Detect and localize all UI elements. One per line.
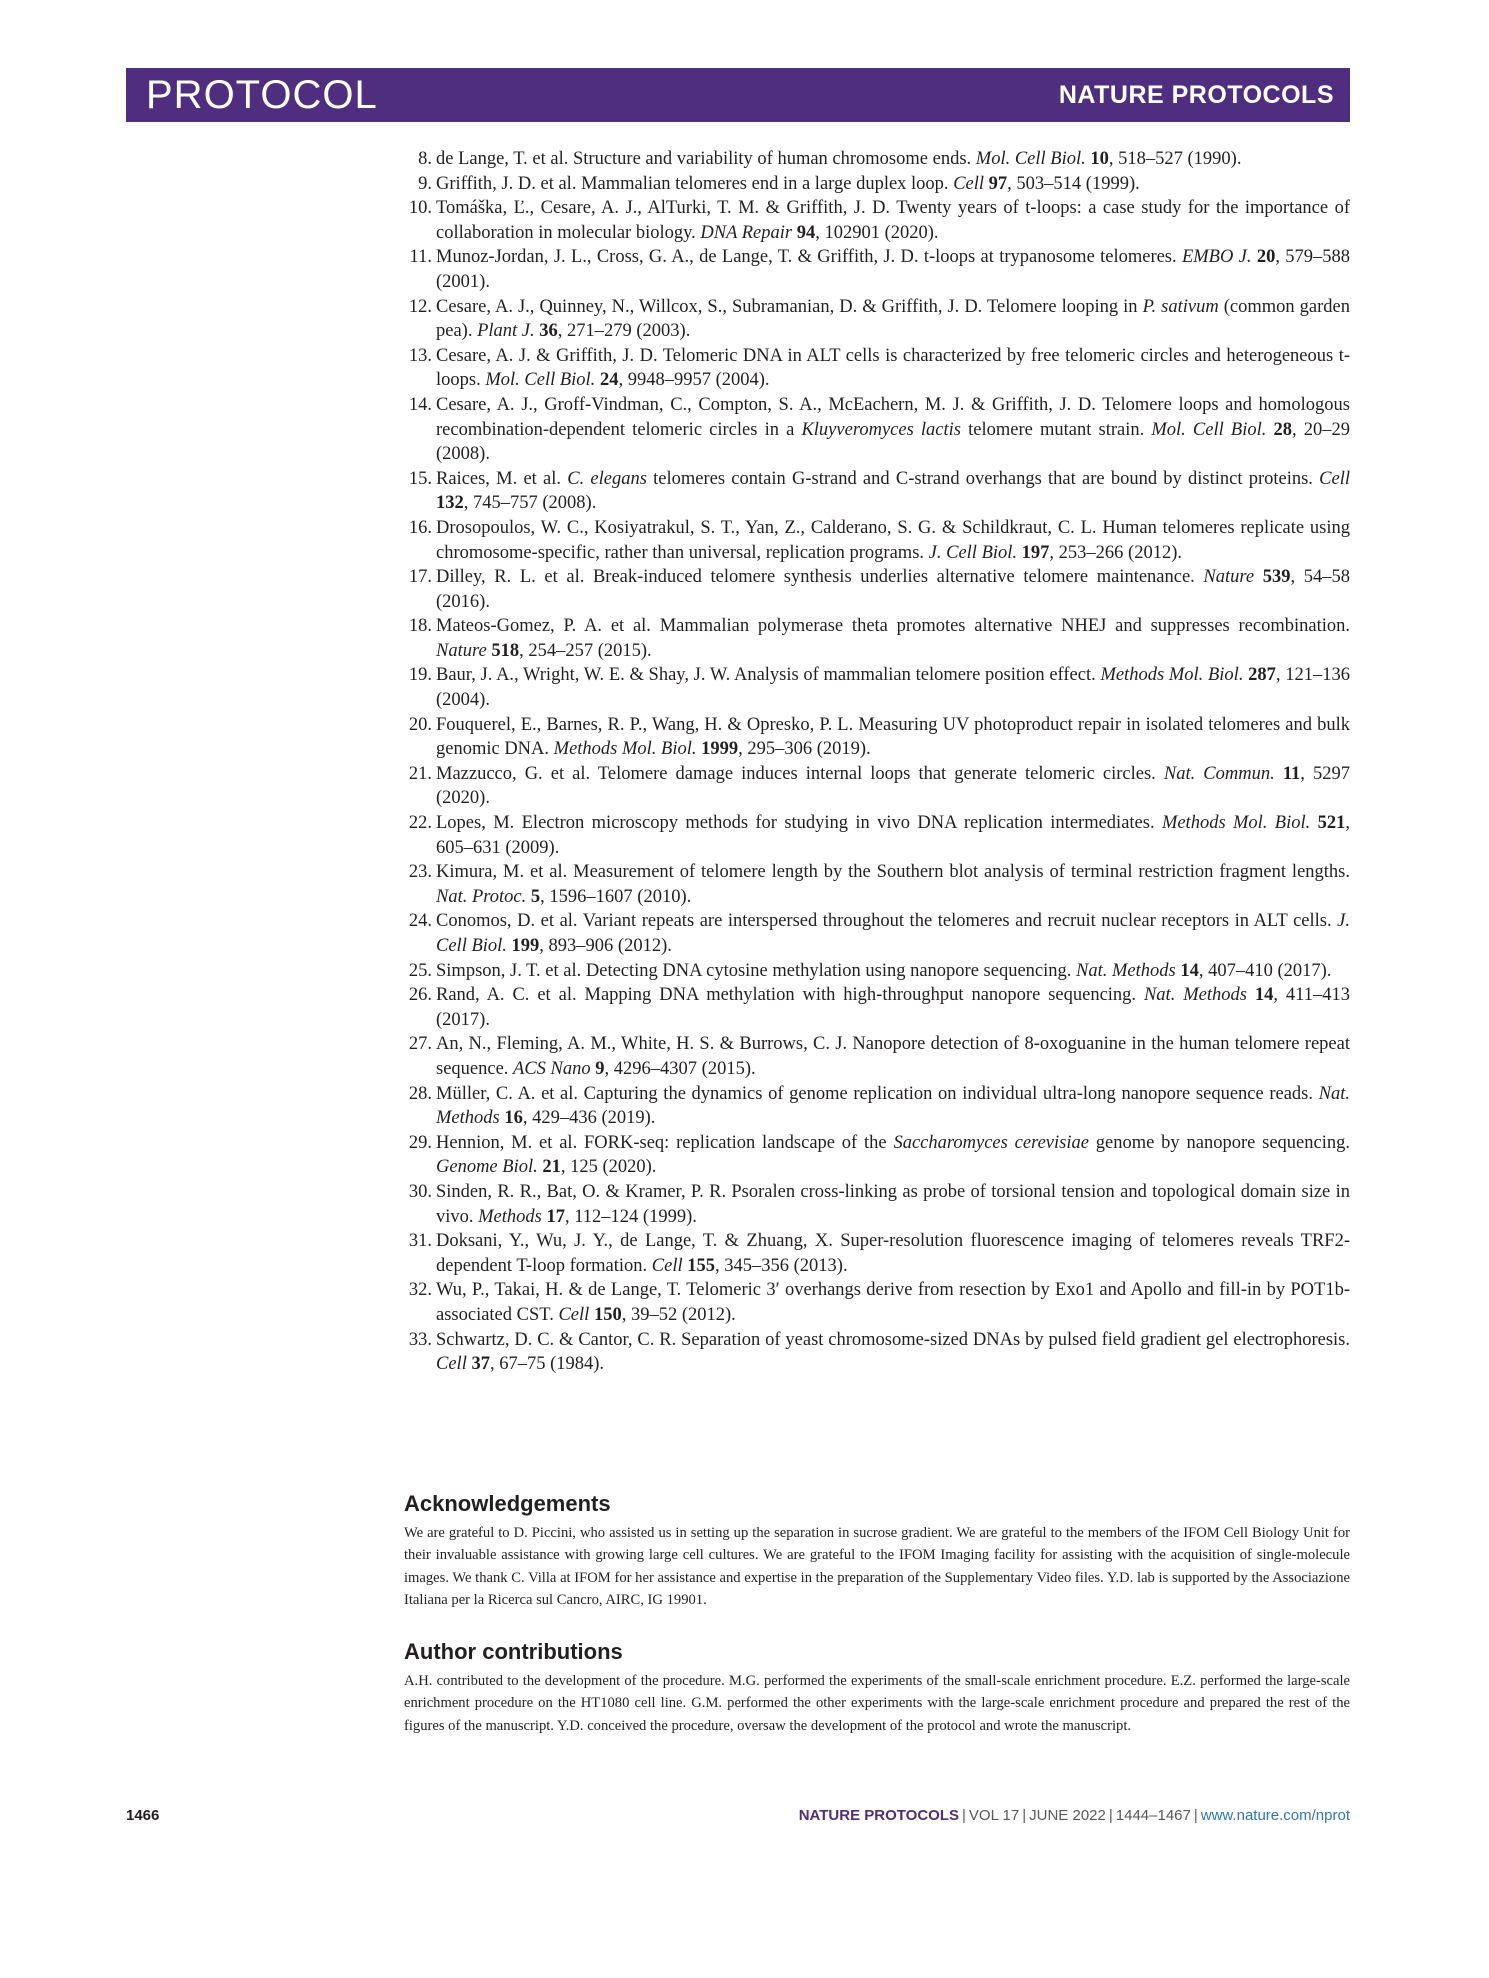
reference-volume: 28 <box>1273 419 1292 440</box>
reference-number: 18. <box>408 616 432 637</box>
reference-volume: 14 <box>1254 985 1274 1006</box>
reference-item <box>404 565 1350 614</box>
reference-volume: 21 <box>542 1157 561 1178</box>
reference-volume: 94 <box>796 222 816 243</box>
reference-text: Baur, J. A., Wright, W. E. & Shay, J. W. Analysis of mammalian telomere position effect. <box>436 665 1101 686</box>
journal-label: NATURE PROTOCOLS <box>1058 81 1334 109</box>
acknowledgements-section <box>404 1490 1350 1612</box>
reference-text: Hennion, M. et al. FORK-seq: replication landscape of the <box>436 1132 894 1153</box>
reference-volume: 197 <box>1021 542 1050 563</box>
reference-text: Conomos, D. et al. Variant repeats are interspersed throughout the telomeres and recruit nuclear receptors in ALT cells. <box>436 911 1338 932</box>
reference-number: 16. <box>408 517 432 538</box>
reference-text: , 5297 (2020). <box>436 763 1350 809</box>
reference-volume: 11 <box>1282 763 1301 784</box>
reference-item <box>404 959 1350 984</box>
acknowledgements-heading: Acknowledgements <box>404 1491 611 1516</box>
reference-item <box>404 663 1350 712</box>
reference-item <box>404 614 1350 663</box>
reference-text: , 121–136 (2004). <box>436 665 1351 711</box>
reference-text: de Lange, T. et al. Structure and variability of human chromosome ends. <box>436 149 976 169</box>
reference-volume: 1999 <box>701 739 739 760</box>
reference-text: Müller, C. A. et al. Capturing the dynamics of genome replication on individual ultra-long nanopore sequence reads. <box>436 1083 1319 1104</box>
author-contributions-section <box>404 1638 1350 1737</box>
reference-text: Simpson, J. T. et al. Detecting DNA cytosine methylation using nanopore sequencing. <box>436 960 1077 981</box>
reference-number: 11. <box>409 247 432 268</box>
reference-journal: Nat. Commun. <box>1163 763 1275 784</box>
reference-volume: 9 <box>595 1058 605 1079</box>
reference-item <box>404 196 1350 245</box>
reference-text <box>1275 764 1283 784</box>
separator: | <box>1108 1807 1113 1824</box>
reference-volume: 539 <box>1262 567 1291 588</box>
reference-number: 29. <box>408 1132 432 1153</box>
reference-text: Munoz-Jordan, J. L., Cross, G. A., de Lange, T. & Griffith, J. D. t-loops at trypanosome telomeres. <box>436 247 1182 268</box>
reference-text: Dilley, R. L. et al. Break-induced telomere synthesis underlies alternative telomere maintenance. <box>436 567 1204 588</box>
reference-journal: Cell <box>1319 468 1350 489</box>
reference-text: , 20–29 (2008). <box>436 419 1351 465</box>
reference-text <box>1254 567 1263 587</box>
reference-journal: P. sativum <box>1142 296 1219 317</box>
reference-journal: Saccharomyces cerevisiae <box>893 1132 1089 1153</box>
reference-text <box>1310 813 1317 833</box>
reference-journal: Nat. Protoc. <box>436 886 527 907</box>
reference-text: telomeres contain G-strand and C-strand overhangs that are bound by distinct proteins. <box>646 468 1320 489</box>
reference-item <box>404 1131 1350 1180</box>
reference-item <box>404 762 1350 811</box>
separator: | <box>1022 1807 1027 1824</box>
reference-number: 10. <box>408 198 432 219</box>
reference-journal: Kluyveromyces lactis <box>801 419 961 440</box>
reference-journal: Mol. Cell Biol. <box>485 370 596 391</box>
reference-journal: Cell <box>436 1354 467 1375</box>
reference-journal: DNA Repair <box>700 222 793 243</box>
reference-text <box>1266 420 1273 440</box>
reference-journal: Nat. Methods <box>1143 985 1247 1006</box>
reference-item <box>404 811 1350 860</box>
reference-text <box>1247 985 1255 1005</box>
reference-text: Mazzucco, G. et al. Telomere damage induces internal loops that generate telomeric circles. <box>436 763 1164 784</box>
reference-text: , 579–588 (2001). <box>436 247 1351 292</box>
footer-pages: 1444–1467 <box>1115 1807 1191 1824</box>
reference-item <box>404 147 1350 172</box>
reference-journal: Nature <box>1203 567 1255 588</box>
reference-journal: Mol. Cell Biol. <box>975 149 1086 169</box>
reference-number: 20. <box>408 714 432 735</box>
reference-item <box>404 393 1350 467</box>
reference-item <box>404 1032 1350 1081</box>
header-banner <box>126 68 1350 122</box>
reference-number: 22. <box>408 813 432 834</box>
reference-journal: Methods <box>478 1206 542 1227</box>
journal-citation <box>799 1807 1350 1824</box>
reference-text: , 295–306 (2019). <box>738 739 871 760</box>
reference-text: Kimura, M. et al. Measurement of telomere length by the Southern blot analysis of terminal restriction fragment lengths. <box>436 862 1350 883</box>
reference-number: 32. <box>408 1280 432 1301</box>
reference-number: 31. <box>408 1231 432 1252</box>
reference-journal: Mol. Cell Biol. <box>1151 419 1267 440</box>
reference-text: , 9948–9957 (2004). <box>618 370 770 391</box>
reference-text: Griffith, J. D. et al. Mammalian telomeres end in a large duplex loop. <box>436 173 954 194</box>
reference-text: Raices, M. et al. <box>436 468 568 489</box>
reference-number: 26. <box>408 985 432 1006</box>
reference-volume: 287 <box>1248 665 1276 686</box>
reference-text: , 503–514 (1999). <box>1007 173 1140 194</box>
reference-number: 21. <box>408 763 432 784</box>
reference-item <box>404 516 1350 565</box>
reference-journal: Cell <box>558 1304 590 1325</box>
reference-text: An, N., Fleming, A. M., White, H. S. & Burrows, C. J. Nanopore detection of 8-oxoguanine in the human telomere repeat sequence. <box>436 1034 1350 1079</box>
reference-volume: 132 <box>436 493 464 514</box>
reference-text: Wu, P., Takai, H. & de Lange, T. Telomeric 3′ overhangs derive from resection by Exo1 and Apollo and fill-in by POT1b-associated CST. <box>436 1280 1350 1325</box>
reference-volume: 17 <box>546 1206 565 1227</box>
separator: | <box>962 1807 966 1824</box>
reference-text: , 54–58 (2016). <box>436 567 1351 612</box>
reference-number: 28. <box>408 1083 432 1104</box>
reference-item <box>404 245 1350 294</box>
reference-volume: 20 <box>1256 247 1276 268</box>
reference-item <box>404 860 1350 909</box>
reference-journal: J. Cell Biol. <box>928 542 1018 563</box>
footer-date: JUNE 2022 <box>1029 1807 1106 1824</box>
reference-text: (common garden pea). <box>436 296 1350 342</box>
reference-number: 30. <box>408 1181 432 1202</box>
reference-text: Lopes, M. Electron microscopy methods for studying in vivo DNA replication intermediates. <box>436 813 1162 834</box>
reference-journal: Methods Mol. Biol. <box>1100 665 1244 686</box>
reference-journal: Cell <box>651 1255 683 1276</box>
reference-journal: Methods Mol. Biol. <box>553 739 697 760</box>
reference-text: , 1596–1607 (2010). <box>540 886 692 907</box>
reference-text: Doksani, Y., Wu, J. Y., de Lange, T. & Zhuang, X. Super-resolution fluorescence imaging of telomeres reveals TRF2-dependent T-loop formation. <box>436 1231 1350 1276</box>
reference-text: Cesare, A. J. & Griffith, J. D. Telomeric DNA in ALT cells is characterized by free telomeric circles and heterogeneous t-loops. <box>436 345 1350 391</box>
reference-number: 23. <box>408 862 432 883</box>
reference-item <box>404 295 1350 344</box>
footer-url-link[interactable]: www.nature.com/nprot <box>1200 1807 1350 1824</box>
reference-text: , 411–413 (2017). <box>436 985 1350 1030</box>
acknowledgements-body: We are grateful to D. Piccini, who assisted us in setting up the separation in sucrose gradient. We are grateful to the members of the IFOM Cell Biology Unit for their invaluable assistance with growing large cell cultures. We are grateful to the IFOM Imaging facility for assisting with the acquisition of single-molecule images. We thank C. Villa at IFOM for her assistance and expertise in the preparation of the Supplementary Video files. Y.D. lab is supported by the Associazione Italiana per la Ricerca sul Cancro, AIRC, IG 19901. <box>404 1525 1350 1609</box>
reference-text: Rand, A. C. et al. Mapping DNA methylation with high-throughput nanopore sequencing. <box>436 985 1144 1006</box>
reference-number: 9. <box>418 173 432 194</box>
reference-journal: Plant J. <box>477 321 535 342</box>
separator: | <box>1193 1807 1198 1824</box>
reference-volume: 24 <box>599 370 619 391</box>
reference-item <box>404 1328 1350 1377</box>
reference-journal: C. elegans <box>567 468 647 489</box>
reference-text: , 39–52 (2012). <box>621 1304 736 1325</box>
reference-text: , 254–257 (2015). <box>519 640 652 661</box>
reference-volume: 10 <box>1090 149 1109 169</box>
reference-item <box>404 713 1350 762</box>
reference-volume: 199 <box>511 936 540 956</box>
reference-number: 17. <box>408 567 432 588</box>
reference-number: 33. <box>408 1329 432 1350</box>
reference-journal: Nat. Methods <box>1076 960 1176 981</box>
reference-text: Cesare, A. J., Quinney, N., Willcox, S., Subramanian, D. & Griffith, J. D. Telomere looping in <box>436 296 1143 317</box>
author-contributions-body: A.H. contributed to the development of the procedure. M.G. performed the experiments of the small-scale enrichment procedure. E.Z. performed the large-scale enrichment procedure on the HT1080 cell line. G.M. performed the other experiments with the large-scale enrichment procedure and prepared the rest of the figures of the manuscript. Y.D. conceived the procedure, oversaw the development of the protocol and wrote the manuscript. <box>404 1673 1350 1734</box>
reference-text: , 407–410 (2017). <box>1198 960 1332 981</box>
reference-volume: 97 <box>988 173 1008 194</box>
reference-item <box>404 1082 1350 1131</box>
reference-number: 14. <box>408 394 432 415</box>
reference-number: 25. <box>408 960 432 981</box>
reference-item <box>404 172 1350 197</box>
reference-journal: Cell <box>953 173 985 194</box>
reference-number: 13. <box>408 345 432 366</box>
reference-text: , 345–356 (2013). <box>715 1255 848 1276</box>
reference-number: 8. <box>418 149 432 169</box>
reference-text: , 518–527 (1990). <box>1108 149 1242 169</box>
reference-item <box>404 909 1350 958</box>
reference-volume: 518 <box>491 640 520 661</box>
reference-journal: Genome Biol. <box>436 1157 538 1178</box>
reference-journal: ACS Nano <box>513 1058 591 1079</box>
reference-text: , 893–906 (2012). <box>539 936 672 956</box>
footer-volume: VOL 17 <box>968 1807 1020 1824</box>
reference-journal: Methods Mol. Biol. <box>1161 813 1311 834</box>
reference-item <box>404 1278 1350 1327</box>
reference-volume: 14 <box>1180 960 1199 981</box>
reference-number: 24. <box>408 911 432 932</box>
reference-text: , 102901 (2020). <box>815 222 939 243</box>
reference-text: , 429–436 (2019). <box>522 1108 656 1129</box>
reference-number: 12. <box>408 296 432 317</box>
reference-volume: 16 <box>504 1108 523 1129</box>
reference-text: , 271–279 (2003). <box>557 321 691 342</box>
reference-number: 19. <box>408 665 432 686</box>
author-contributions-heading: Author contributions <box>404 1639 623 1664</box>
reference-text: , 112–124 (1999). <box>564 1206 697 1227</box>
reference-item <box>404 1229 1350 1278</box>
reference-item <box>404 467 1350 516</box>
page-number: 1466 <box>126 1807 160 1824</box>
reference-volume: 155 <box>687 1255 716 1276</box>
reference-item <box>404 983 1350 1032</box>
reference-text: Drosopoulos, W. C., Kosiyatrakul, S. T., Yan, Z., Calderano, S. G. & Schildkraut, C. L. Human telomeres replicate using chromosome-specific, rather than universal, replication programs. <box>436 517 1350 563</box>
reference-journal: J. Cell Biol. <box>436 911 1350 956</box>
reference-volume: 521 <box>1317 813 1346 834</box>
reference-text: , 125 (2020). <box>560 1157 657 1178</box>
reference-text: , 4296–4307 (2015). <box>604 1058 756 1079</box>
reference-text: , 67–75 (1984). <box>489 1354 605 1375</box>
reference-journal: Nat. Methods <box>436 1083 1350 1129</box>
reference-item <box>404 1180 1350 1229</box>
reference-text: Schwartz, D. C. & Cantor, C. R. Separation of yeast chromosome-sized DNAs by pulsed field gradient gel electrophoresis. <box>436 1329 1350 1350</box>
reference-text: , 745–757 (2008). <box>463 493 597 514</box>
footer-journal-name: NATURE PROTOCOLS <box>798 1807 960 1824</box>
reference-text: , 253–266 (2012). <box>1049 542 1182 563</box>
reference-journal: EMBO J. <box>1181 247 1252 268</box>
reference-text: Tomáška, Ľ., Cesare, A. J., AlTurki, T. M. & Griffith, J. D. Twenty years of t-loops: a case study for the importance of collaboration in molecular biology. <box>436 198 1350 243</box>
reference-text: Mateos-Gomez, P. A. et al. Mammalian polymerase theta promotes alternative NHEJ and suppresses recombination. <box>436 616 1350 637</box>
reference-volume: 36 <box>539 321 558 342</box>
reference-volume: 5 <box>530 886 541 907</box>
reference-volume: 150 <box>593 1304 622 1325</box>
reference-text: genome by nanopore sequencing. <box>1088 1132 1350 1153</box>
reference-number: 27. <box>408 1034 432 1055</box>
section-label: PROTOCOL <box>146 73 378 117</box>
reference-text: Cesare, A. J., Groff-Vindman, C., Compton, S. A., McEachern, M. J. & Griffith, J. D. Telomere loops and homologous recombination-dependent telomeric circles in a <box>436 394 1350 440</box>
reference-list <box>404 147 1350 1377</box>
reference-number: 15. <box>408 468 432 489</box>
reference-item <box>404 344 1350 393</box>
reference-journal: Nature <box>436 640 487 661</box>
reference-text: , 605–631 (2009). <box>436 813 1351 858</box>
reference-text: telomere mutant strain. <box>961 419 1152 440</box>
reference-volume: 37 <box>471 1354 490 1375</box>
reference-text: Fouquerel, E., Barnes, R. P., Wang, H. & Opresko, P. L. Measuring UV photoproduct repair in isolated telomeres and bulk genomic DNA. <box>436 714 1350 760</box>
reference-text: Sinden, R. R., Bat, O. & Kramer, P. R. Psoralen cross-linking as probe of torsional tension and topological domain size in vivo. <box>436 1181 1350 1227</box>
